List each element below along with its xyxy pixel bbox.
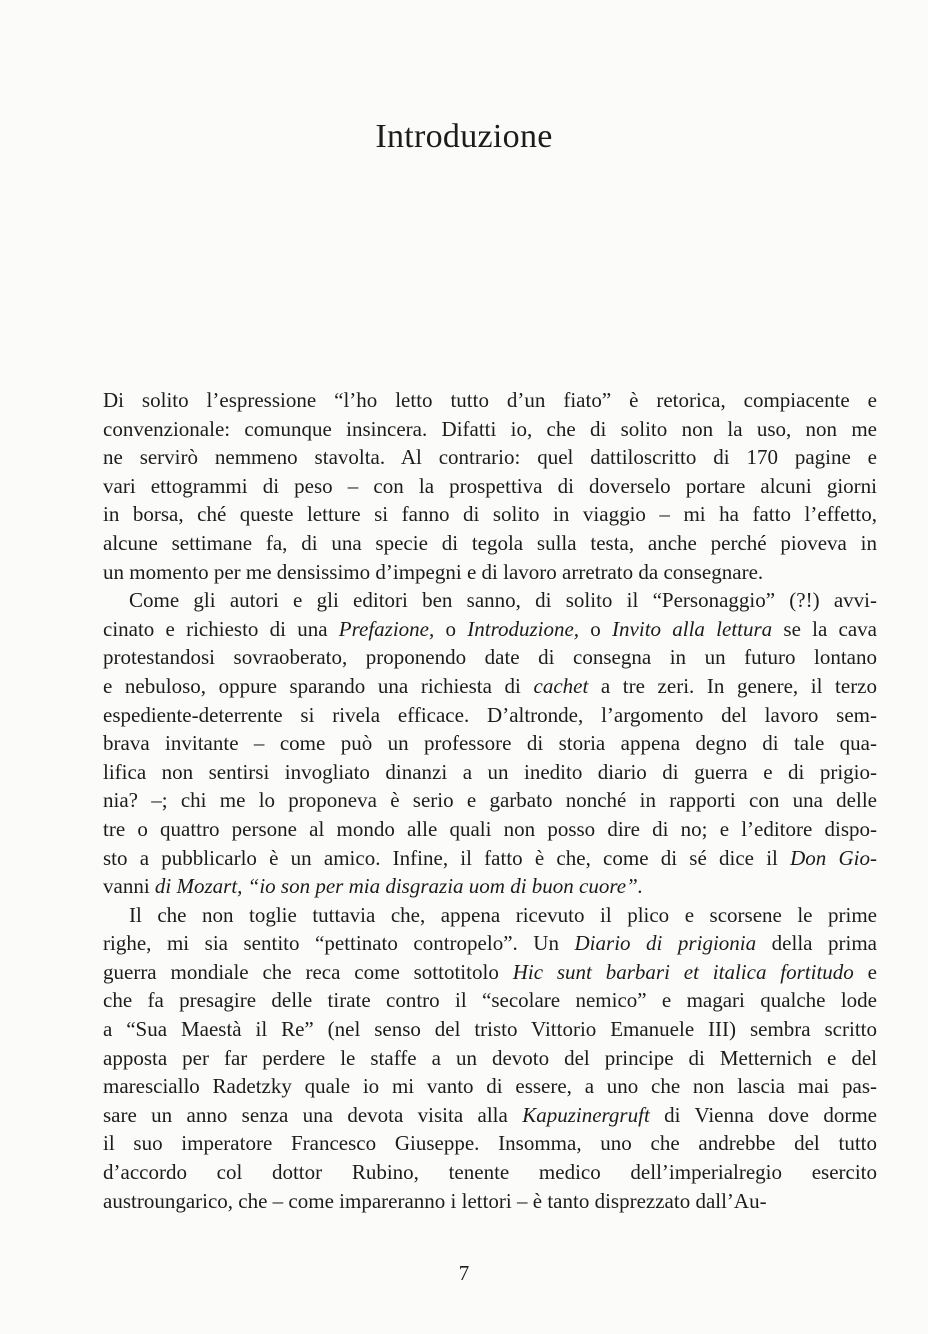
italic-text: Hic sunt barbari et italica fortitudo (512, 959, 854, 984)
text-line (103, 472, 877, 501)
italic-text: di Mozart, “io son per mia disgrazia uom di buon cuore”. (149, 874, 643, 899)
text-segment: espediente-deterrente si rivela efficace. D’altronde, l’argomento del lavoro sem- (103, 702, 877, 727)
text-segment: alcune settimane fa, di una specie di tegola sulla testa, anche perché pioveva in (103, 530, 877, 555)
text-line (103, 758, 877, 787)
text-segment: in borsa, ché queste letture si fanno di solito in viaggio – mi ha fatto l’effetto, (103, 502, 877, 527)
text-line (103, 1158, 877, 1187)
text-segment: ne servirò nemmeno stavolta. Al contrario: quel dattiloscritto di 170 pagine e (103, 445, 877, 470)
page-number: 7 (458, 1261, 470, 1285)
text-line (103, 1187, 877, 1216)
text-line (103, 872, 877, 901)
italic-text: Invito alla lettura (612, 616, 773, 641)
italic-text: Diario di prigionia (574, 931, 757, 956)
text-segment: o (434, 616, 468, 641)
text-segment: e nebuloso, oppure sparando una richiesta di (103, 673, 534, 698)
text-line (103, 386, 877, 415)
text-line (103, 701, 877, 730)
text-segment: righe, mi sia sentito “pettinato contropelo”. Un (103, 931, 575, 956)
body-text (103, 386, 877, 1215)
text-segment: vari ettogrammi di peso – con la prospettiva di doverselo portare alcuni giorni (103, 473, 877, 498)
text-segment: nia? –; chi me lo proponeva è serio e garbato nonché in rapporti con una delle (103, 788, 877, 813)
text-line (103, 643, 877, 672)
text-line (103, 672, 877, 701)
text-segment: Il che non toglie tuttavia che, appena ricevuto il plico e scorsene le prime (129, 902, 877, 927)
text-segment: un momento per me densissimo d’impegni e di lavoro arretrato da consegnare. (103, 559, 764, 584)
text-line (103, 415, 877, 444)
text-segment: guerra mondiale che reca come sottotitolo (103, 959, 513, 984)
text-line (103, 1101, 877, 1130)
text-line (103, 1015, 877, 1044)
italic-text: Introduzione, (467, 616, 580, 641)
text-segment: tre o quattro persone al mondo alle quali non posso dire di no; e l’editore dispo- (103, 816, 877, 841)
text-segment: della prima (756, 931, 877, 956)
text-segment: d’accordo col dottor Rubino, tenente medico dell’imperialregio esercito (103, 1160, 877, 1185)
text-line (103, 986, 877, 1015)
text-segment: vanni (103, 874, 150, 899)
text-line (103, 615, 877, 644)
text-line (103, 958, 877, 987)
text-segment: a tre zeri. In genere, il terzo (588, 673, 878, 698)
text-segment: di Vienna dove dorme (649, 1102, 877, 1127)
chapter-title: Introduzione (375, 118, 553, 155)
text-segment: austroungarico, che – come impareranno i lettori – è tanto disprezzato dall’Au- (103, 1188, 767, 1213)
text-segment: convenzionale: comunque insincera. Difatti io, che di solito non la uso, non me (103, 416, 877, 441)
text-segment: apposta per far perdere le staffe a un devoto del principe di Metternich e del (103, 1045, 877, 1070)
text-line (103, 443, 877, 472)
text-line (103, 586, 877, 615)
text-segment: sto a pubblicarlo è un amico. Infine, il fatto è che, come di sé dice il (103, 845, 791, 870)
text-segment: protestandosi sovraoberato, proponendo date di consegna in un futuro lontano (103, 645, 877, 670)
text-line (103, 815, 877, 844)
text-line (103, 1072, 877, 1101)
text-segment: o (579, 616, 613, 641)
text-segment: a “Sua Maestà il Re” (nel senso del tristo Vittorio Emanuele III) sembra scritto (103, 1017, 877, 1042)
italic-text: Don Gio- (790, 845, 877, 870)
italic-text: Kapuzinergruft (522, 1102, 650, 1127)
text-segment: cinato e richiesto di una (103, 616, 339, 641)
text-segment: se la cava (772, 616, 877, 641)
text-line (103, 901, 877, 930)
italic-text: cachet (533, 673, 589, 698)
text-segment: e (853, 959, 877, 984)
text-line (103, 786, 877, 815)
text-segment: che fa presagire delle tirate contro il “secolare nemico” e magari qualche lode (103, 988, 877, 1013)
text-line (103, 558, 877, 587)
italic-text: Prefazione, (338, 616, 435, 641)
text-segment: lifica non sentirsi invogliato dinanzi a un inedito diario di guerra e di prigio- (103, 759, 877, 784)
text-segment: Come gli autori e gli editori ben sanno, di solito il “Personaggio” (?!) avvi- (129, 588, 877, 613)
text-line (103, 844, 877, 873)
text-line (103, 1044, 877, 1073)
text-line (103, 929, 877, 958)
text-segment: maresciallo Radetzky quale io mi vanto di essere, a uno che non lascia mai pas- (103, 1074, 877, 1099)
text-segment: Di solito l’espressione “l’ho letto tutto d’un fiato” è retorica, compiacente e (103, 388, 877, 412)
text-line (103, 1129, 877, 1158)
text-line (103, 529, 877, 558)
text-segment: il suo imperatore Francesco Giuseppe. Insomma, uno che andrebbe del tutto (103, 1131, 877, 1156)
text-line (103, 729, 877, 758)
text-segment: brava invitante – come può un professore di storia appena degno di tale qua- (103, 731, 877, 756)
text-segment: sare un anno senza una devota visita alla (103, 1102, 523, 1127)
text-line (103, 500, 877, 529)
